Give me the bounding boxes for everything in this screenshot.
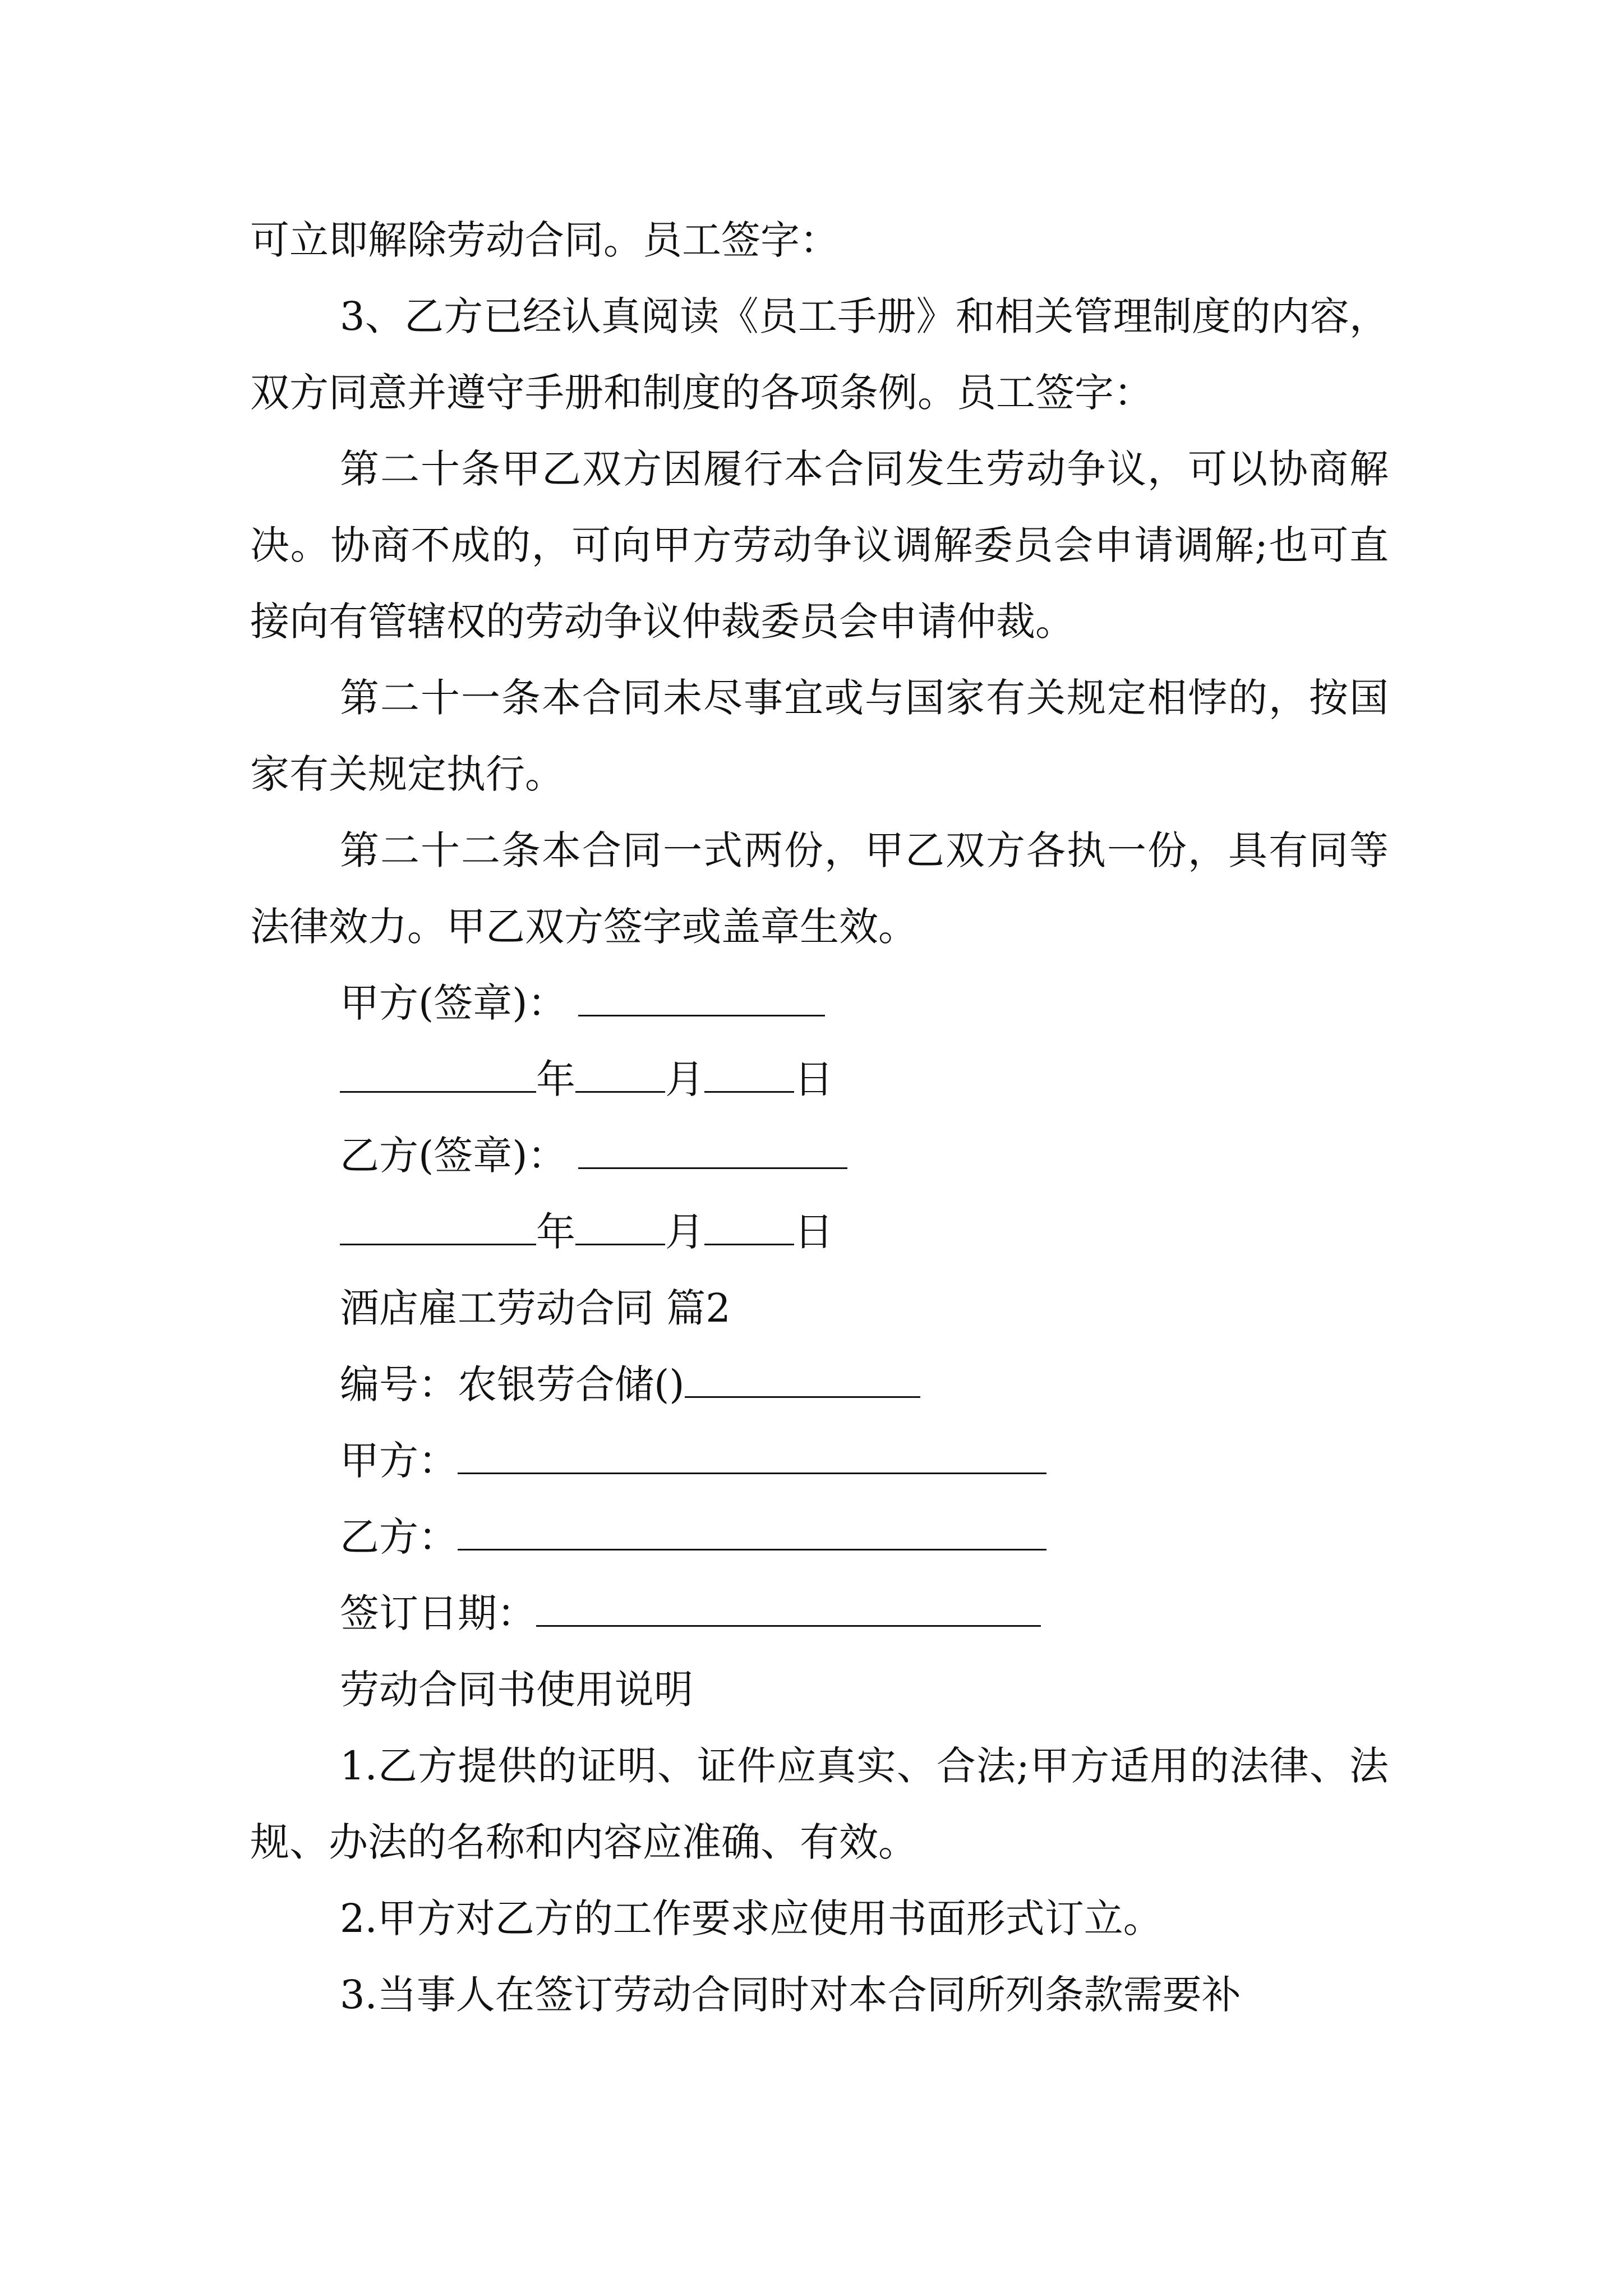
party-a-form-blank — [458, 1438, 1046, 1474]
party-a-month-blank — [575, 1056, 665, 1093]
party-a-month-label: 月 — [665, 1056, 704, 1102]
paragraph-article-20: 第二十条甲乙双方因履行本合同发生劳动争议，可以协商解决。协商不成的，可向甲方劳动争议调解委员会申请调解;也可直接向有管辖权的劳动争议仲裁委员会申请仲裁。 — [250, 446, 1389, 645]
party-b-form-line — [250, 1499, 1389, 1575]
contract-number-blank — [685, 1361, 920, 1398]
party-a-date-line — [250, 1041, 1389, 1117]
party-a-day-blank — [704, 1056, 794, 1093]
contract-number-label: 编号：农银劳合储() — [340, 1361, 685, 1407]
party-b-signature-line — [250, 1117, 1389, 1194]
party-b-signature-label: 乙方(签章)： — [340, 1133, 567, 1179]
party-b-year-blank — [340, 1209, 536, 1245]
party-b-day-blank — [704, 1209, 794, 1245]
party-b-day-label: 日 — [794, 1209, 833, 1255]
section-title: 酒店雇工劳动合同 篇2 — [340, 1285, 731, 1331]
instruction-item-2: 2.甲方对乙方的工作要求应使用书面形式订立。 — [340, 1895, 1163, 1941]
paragraph-article-22: 第二十二条本合同一式两份，甲乙双方各执一份，具有同等法律效力。甲乙双方签字或盖章生效。 — [250, 827, 1389, 950]
party-b-month-label: 月 — [665, 1209, 704, 1255]
party-a-signature-blank — [578, 980, 825, 1016]
paragraph-termination: 可立即解除劳动合同。员工签字： — [250, 217, 839, 263]
party-b-month-blank — [575, 1209, 665, 1245]
party-b-form-label: 乙方： — [340, 1514, 458, 1560]
signing-date-blank — [536, 1590, 1041, 1627]
party-a-year-label: 年 — [536, 1056, 575, 1102]
party-a-year-blank — [340, 1056, 536, 1093]
instruction-item-3: 3.当事人在签订劳动合同时对本合同所列条款需要补 — [340, 1972, 1241, 2018]
paragraph-article-21: 第二十一条本合同未尽事宜或与国家有关规定相悖的，按国家有关规定执行。 — [250, 675, 1389, 797]
party-a-form-label: 甲方： — [340, 1438, 458, 1484]
instruction-item-1: 1.乙方提供的证明、证件应真实、合法;甲方适用的法律、法规、办法的名称和内容应准确、有效。 — [250, 1743, 1389, 1865]
contract-number-line — [250, 1346, 1389, 1423]
document-body — [250, 202, 1389, 2033]
party-b-form-blank — [458, 1514, 1046, 1550]
party-b-date-line — [250, 1194, 1389, 1270]
party-b-signature-blank — [578, 1133, 847, 1169]
signing-date-line — [250, 1575, 1389, 1651]
party-a-form-line — [250, 1423, 1389, 1499]
party-b-year-label: 年 — [536, 1209, 575, 1255]
instructions-title: 劳动合同书使用说明 — [340, 1667, 693, 1713]
party-a-signature-label: 甲方(签章)： — [340, 980, 567, 1026]
party-a-signature-line — [250, 965, 1389, 1041]
party-a-day-label: 日 — [794, 1056, 833, 1102]
paragraph-employee-handbook: 3、乙方已经认真阅读《员工手册》和相关管理制度的内容，双方同意并遵守手册和制度的各项条例。员工签字： — [250, 293, 1389, 416]
signing-date-label: 签订日期： — [340, 1590, 536, 1636]
